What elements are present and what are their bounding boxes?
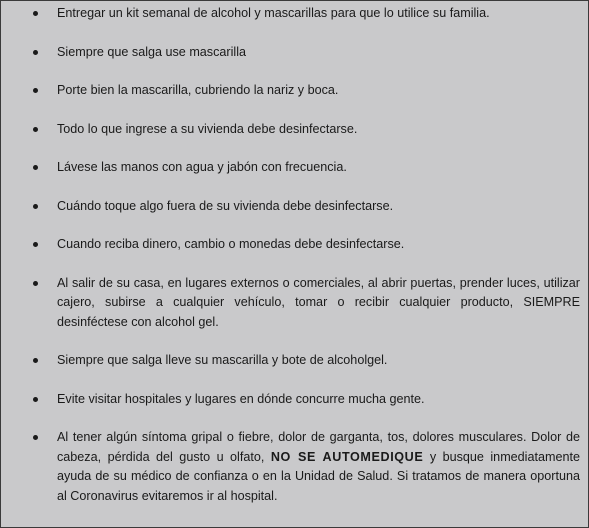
list-item: [1, 428, 580, 506]
list-item-text: Todo lo que ingrese a su vivienda debe desinfectarse.: [57, 121, 358, 136]
bullet-icon: [33, 127, 38, 132]
bullet-icon: [33, 281, 38, 286]
list-item: [1, 351, 580, 371]
no-automedique-emphasis: NO SE AUTOMEDIQUE: [270, 449, 424, 464]
bullet-icon: [33, 88, 38, 93]
list-item-text: Cuando reciba dinero, cambio o monedas debe desinfectarse.: [57, 237, 405, 251]
list-item-text: Siempre que salga lleve su mascarilla y bote de alcoholgel.: [57, 353, 388, 367]
list-item: [1, 390, 580, 410]
bullet-icon: [33, 165, 38, 170]
bullet-icon: [33, 50, 38, 55]
list-item-text: Entregar un kit semanal de alcohol y mascarillas para que lo utilice su familia.: [57, 6, 490, 20]
list-item-text-after: y busque inmediatamente ayuda de su médico de confianza o en la Unidad de Salud. Si tratamos de manera oportuna al Coronavirus evitaremos ir al hospital.: [57, 449, 580, 503]
list-item-text: Siempre que salga use mascarilla: [57, 44, 246, 59]
bullet-icon: [33, 358, 38, 363]
list-item: [1, 4, 580, 24]
bullet-icon: [33, 11, 38, 16]
list-item: [1, 197, 580, 217]
list-item: [1, 158, 580, 178]
list-item: [1, 274, 580, 333]
list-item-text: Cuándo toque algo fuera de su vivienda debe desinfectarse.: [57, 198, 394, 213]
recommendations-list: [1, 1, 588, 506]
list-item-text: Porte bien la mascarilla, cubriendo la nariz y boca.: [57, 83, 339, 97]
list-item: [1, 235, 580, 255]
bullet-icon: [33, 204, 38, 209]
list-item-text: Al salir de su casa, en lugares externos o comerciales, al abrir puertas, prender luces, utilizar cajero, subirse a cualquier vehículo, tomar o recibir cualquier producto, SIEMPRE desinféctese con alcohol gel.: [57, 275, 580, 329]
list-item: [1, 43, 580, 63]
bullet-icon: [33, 397, 38, 402]
bullet-icon: [33, 242, 38, 247]
list-item-text: Lávese las manos con agua y jabón con frecuencia.: [57, 160, 347, 174]
list-item-text: Evite visitar hospitales y lugares en dónde concurre mucha gente.: [57, 391, 425, 406]
list-item-text-before: Al tener algún síntoma gripal o fiebre, dolor de garganta, tos, dolores musculares. Dolor de cabeza, pérdida del gusto u olfato,: [57, 430, 580, 464]
list-item: [1, 81, 580, 101]
list-item: [1, 120, 580, 140]
bullet-icon: [33, 435, 38, 440]
